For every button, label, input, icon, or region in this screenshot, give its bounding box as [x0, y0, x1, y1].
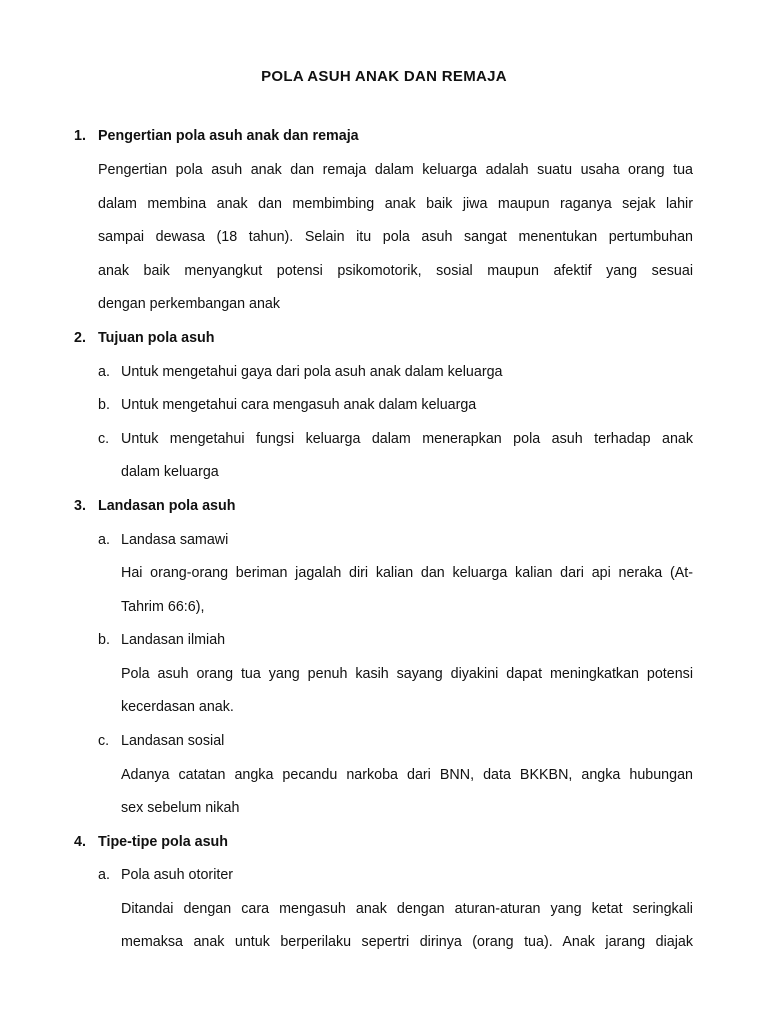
paragraph-line: sampai dewasa (18 tahun). Selain itu pola asuh sangat menentukan pertumbuhan	[98, 229, 693, 245]
item-label: Pola asuh otoriter	[121, 867, 234, 883]
paragraph-line: anak baik menyangkut potensi psikomotorik, sosial maupun afektif yang sesuai	[98, 263, 693, 279]
section-number: 3.	[74, 498, 86, 514]
item-letter: c.	[98, 431, 110, 447]
paragraph-line: dalam membina anak dan membimbing anak baik jiwa maupun raganya sejak lahir	[98, 196, 693, 212]
item-text: Untuk mengetahui cara mengasuh anak dalam keluarga	[121, 397, 477, 413]
section-number: 1.	[74, 128, 86, 144]
item-text-continued: dalam keluarga	[121, 464, 219, 480]
item-text: Untuk mengetahui gaya dari pola asuh anak dalam keluarga	[121, 364, 503, 380]
document-title: POLA ASUH ANAK DAN REMAJA	[261, 68, 507, 85]
paragraph-line: Pola asuh orang tua yang penuh kasih sayang diyakini dapat meningkatkan potensi	[121, 666, 693, 682]
section-number: 4.	[74, 834, 86, 850]
item-letter: a.	[98, 532, 110, 548]
paragraph-line: Ditandai dengan cara mengasuh anak dengan aturan-aturan yang ketat seringkali	[121, 901, 693, 917]
item-label: Landasa samawi	[121, 532, 229, 548]
paragraph-line: memaksa anak untuk berperilaku sepertri dirinya (orang tua). Anak jarang diajak	[121, 934, 693, 950]
item-text: Untuk mengetahui fungsi keluarga dalam menerapkan pola asuh terhadap anak	[121, 431, 693, 447]
paragraph-line: Pengertian pola asuh anak dan remaja dalam keluarga adalah suatu usaha orang tua	[98, 162, 693, 178]
paragraph-line: Tahrim 66:6),	[121, 599, 205, 615]
paragraph-line: sex sebelum nikah	[121, 800, 240, 816]
section-number: 2.	[74, 330, 86, 346]
item-letter: c.	[98, 733, 110, 749]
paragraph-line: kecerdasan anak.	[121, 699, 234, 715]
item-label: Landasan sosial	[121, 733, 225, 749]
item-letter: b.	[98, 632, 110, 648]
section-heading: Tujuan pola asuh	[98, 330, 215, 346]
item-letter: b.	[98, 397, 110, 413]
section-heading: Tipe-tipe pola asuh	[98, 834, 229, 850]
paragraph-line: Hai orang-orang beriman jagalah diri kalian dan keluarga kalian dari api neraka (At-	[121, 565, 693, 581]
item-label: Landasan ilmiah	[121, 632, 226, 648]
section-heading: Pengertian pola asuh anak dan remaja	[98, 128, 359, 144]
paragraph-line: dengan perkembangan anak	[98, 296, 281, 312]
section-heading: Landasan pola asuh	[98, 498, 236, 514]
paragraph-line: Adanya catatan angka pecandu narkoba dari BNN, data BKKBN, angka hubungan	[121, 767, 693, 783]
item-letter: a.	[98, 867, 110, 883]
item-letter: a.	[98, 364, 110, 380]
